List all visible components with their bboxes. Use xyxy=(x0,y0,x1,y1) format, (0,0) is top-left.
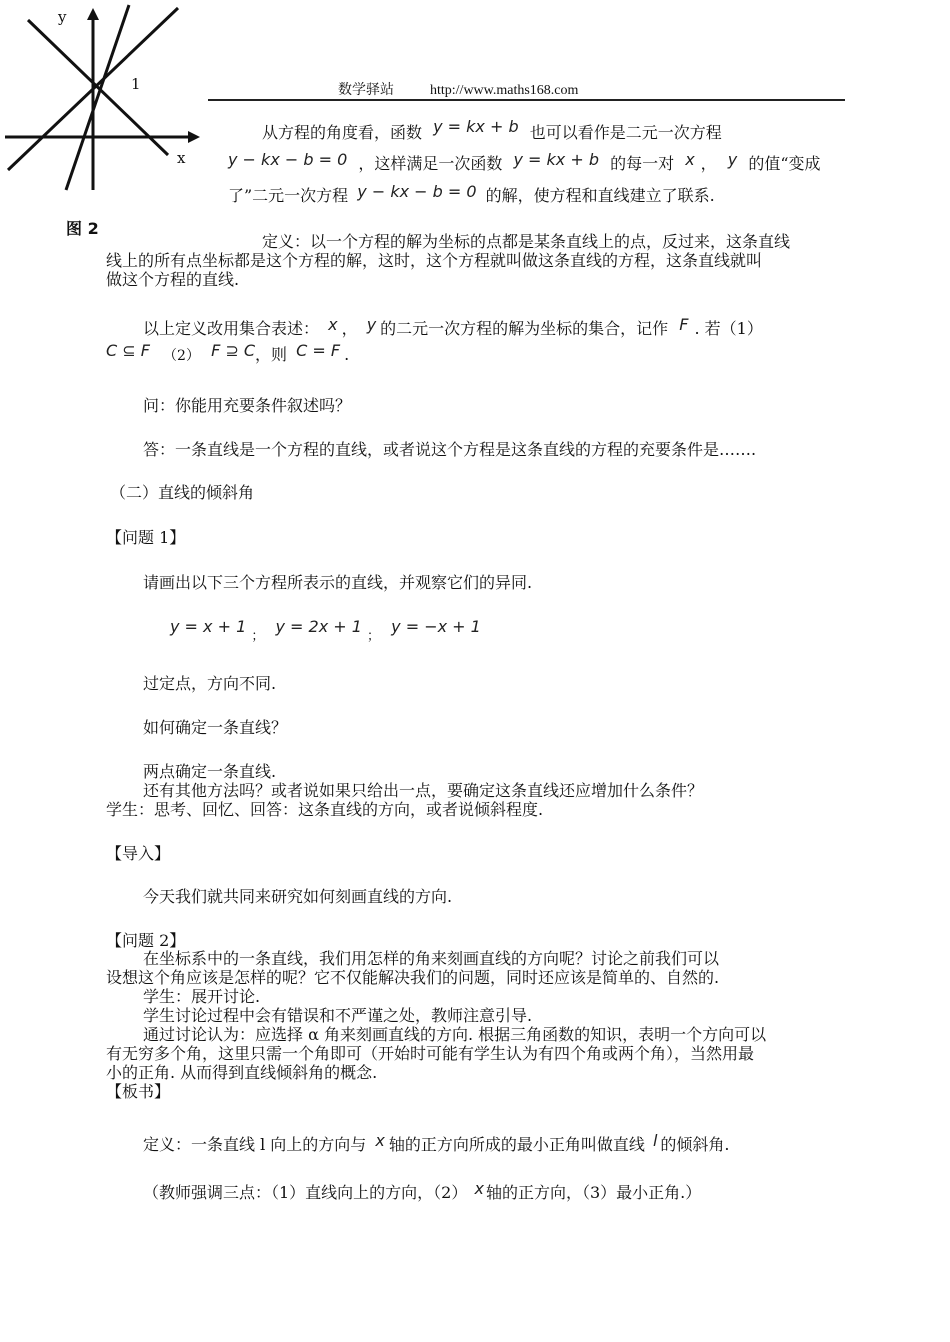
set-statement-line-1 xyxy=(143,315,763,339)
problem1-note-3: 两点确定一条直线. xyxy=(143,762,277,781)
site-url: http://www.maths168.com xyxy=(430,83,579,98)
intro-text: 也可以看作是二元一次方程 xyxy=(529,123,722,142)
line-negative xyxy=(28,20,168,155)
separator: ； xyxy=(251,629,265,644)
problem2-line: 在坐标系中的一条直线，我们用怎样的角来刻画直线的方向呢？讨论之前我们可以 xyxy=(143,949,720,968)
intro-text: 的解，使方程和直线建立了联系. xyxy=(485,186,715,205)
variable-y: y xyxy=(366,315,377,334)
board-text: 轴的正方向，（3）最小正角.） xyxy=(485,1183,702,1202)
equation-linear-function: y = kx + b xyxy=(433,117,519,136)
intro-text: ， xyxy=(700,154,717,173)
definition-line-1: 定义：以一个方程的解为坐标的点都是某条直线上的点，反过来，这条直线 xyxy=(262,232,791,251)
intro-text: 的每一对 xyxy=(610,154,675,173)
equation-1: y = x + 1 xyxy=(170,617,247,636)
variable-x: x xyxy=(685,150,695,169)
section-title: （二）直线的倾斜角 xyxy=(110,483,255,502)
variable-l: l xyxy=(652,1131,658,1150)
problem2-line: 学生：展开讨论. xyxy=(143,987,261,1006)
equation-linear-function: y = kx + b xyxy=(513,150,599,169)
problem2-line: 通过讨论认为：应选择 α 角来刻画直线的方向. 根据三角函数的知识，表明一个方向可以 xyxy=(143,1025,767,1044)
board-title: 【板书】 xyxy=(106,1082,171,1101)
intro-text: ，这样满足一次函数 xyxy=(358,154,503,173)
figure-label: 图 2 xyxy=(66,219,99,238)
intro-section-title: 【导入】 xyxy=(106,844,171,863)
superset-condition: F ⊇ C xyxy=(211,341,256,360)
intro-line-2 xyxy=(228,150,821,174)
set-text: （2） xyxy=(163,348,200,364)
site-name: 数学驿站 xyxy=(338,83,394,98)
y-axis-label: y xyxy=(58,8,67,26)
question-text: 问：你能用充要条件叙述吗？ xyxy=(143,396,352,415)
y-axis-arrow xyxy=(87,8,99,20)
problem2-line: 学生讨论过程中会有错误和不严谨之处，教师注意引导. xyxy=(143,1006,533,1025)
board-emphasis xyxy=(143,1179,702,1203)
problem1-note-5: 学生：思考、回忆、回答：这条直线的方向，或者说倾斜程度. xyxy=(106,800,544,819)
set-text: 的二元一次方程的解为坐标的集合，记作 xyxy=(380,319,669,338)
answer-text: 答：一条直线是一个方程的直线，或者说这个方程是这条直线的方程的充要条件是……. xyxy=(143,440,757,459)
set-text: ， xyxy=(341,319,358,338)
set-F: F xyxy=(679,315,689,334)
equation-3: y = −x + 1 xyxy=(391,617,481,636)
variable-x: x xyxy=(375,1131,385,1150)
definition-line-3: 做这个方程的直线. xyxy=(106,270,240,289)
problem1-note-4: 还有其他方法吗？或者说如果只给出一点，要确定这条直线还应增加什么条件？ xyxy=(143,781,704,800)
intro-text: 的值“变成 xyxy=(748,154,821,173)
set-text: . xyxy=(344,345,350,364)
equation-2: y = 2x + 1 xyxy=(275,617,362,636)
board-text: 轴的正方向所成的最小正角叫做直线 xyxy=(388,1135,645,1154)
line-steep xyxy=(66,5,129,190)
problem2-line: 小的正角. 从而得到直线倾斜角的概念. xyxy=(106,1063,378,1082)
page-header xyxy=(338,79,578,99)
tick-one-label: 1 xyxy=(131,75,141,93)
problem1-prompt: 请画出以下三个方程所表示的直线，并观察它们的异同. xyxy=(143,573,533,592)
problem2-title: 【问题 2】 xyxy=(106,931,186,950)
set-statement-line-2 xyxy=(106,341,350,366)
problem1-title: 【问题 1】 xyxy=(106,528,186,547)
intro-line-3 xyxy=(228,182,715,206)
header-rule xyxy=(208,99,845,101)
intro-line-1 xyxy=(262,117,722,143)
board-text: 定义：一条直线 l 向上的方向与 xyxy=(143,1135,367,1154)
separator: ； xyxy=(367,629,381,644)
problem1-equations xyxy=(170,617,481,644)
set-text: ，则 xyxy=(255,345,288,364)
x-axis-label: x xyxy=(177,149,186,167)
problem1-note-2: 如何确定一条直线？ xyxy=(143,718,288,737)
set-text: . 若（1） xyxy=(694,319,763,338)
board-text: 的倾斜角. xyxy=(660,1135,730,1154)
intro-section-text: 今天我们就共同来研究如何刻画直线的方向. xyxy=(143,887,453,906)
set-equality: C = F xyxy=(296,341,341,360)
problem2-line: 有无穷多个角，这里只需一个角即可（开始时可能有学生认为有四个角或两个角），当然用最 xyxy=(106,1044,755,1063)
subset-condition: C ⊆ F xyxy=(106,341,150,360)
problem1-note-1: 过定点，方向不同. xyxy=(143,674,277,693)
definition-line-2: 线上的所有点坐标都是这个方程的解，这时，这个方程就叫做这条直线的方程，这条直线就叫 xyxy=(106,251,763,270)
problem2-line: 设想这个角应该是怎样的呢？它不仅能解决我们的问题，同时还应该是简单的、自然的. xyxy=(106,968,720,987)
set-text: 以上定义改用集合表述： xyxy=(143,319,320,338)
variable-x: x xyxy=(328,315,338,334)
intro-text: 从方程的角度看，函数 xyxy=(262,123,423,142)
intro-text: 了”二元一次方程 xyxy=(228,186,349,205)
variable-x: x xyxy=(474,1179,484,1198)
equation-two-variable: y − kx − b = 0 xyxy=(357,182,477,201)
board-definition xyxy=(143,1131,730,1155)
coordinate-figure xyxy=(0,0,210,200)
equation-two-variable: y − kx − b = 0 xyxy=(228,150,348,169)
variable-y: y xyxy=(727,150,738,169)
board-text: （教师强调三点：（1）直线向上的方向，（2） xyxy=(143,1183,468,1202)
x-axis-arrow xyxy=(188,131,200,143)
